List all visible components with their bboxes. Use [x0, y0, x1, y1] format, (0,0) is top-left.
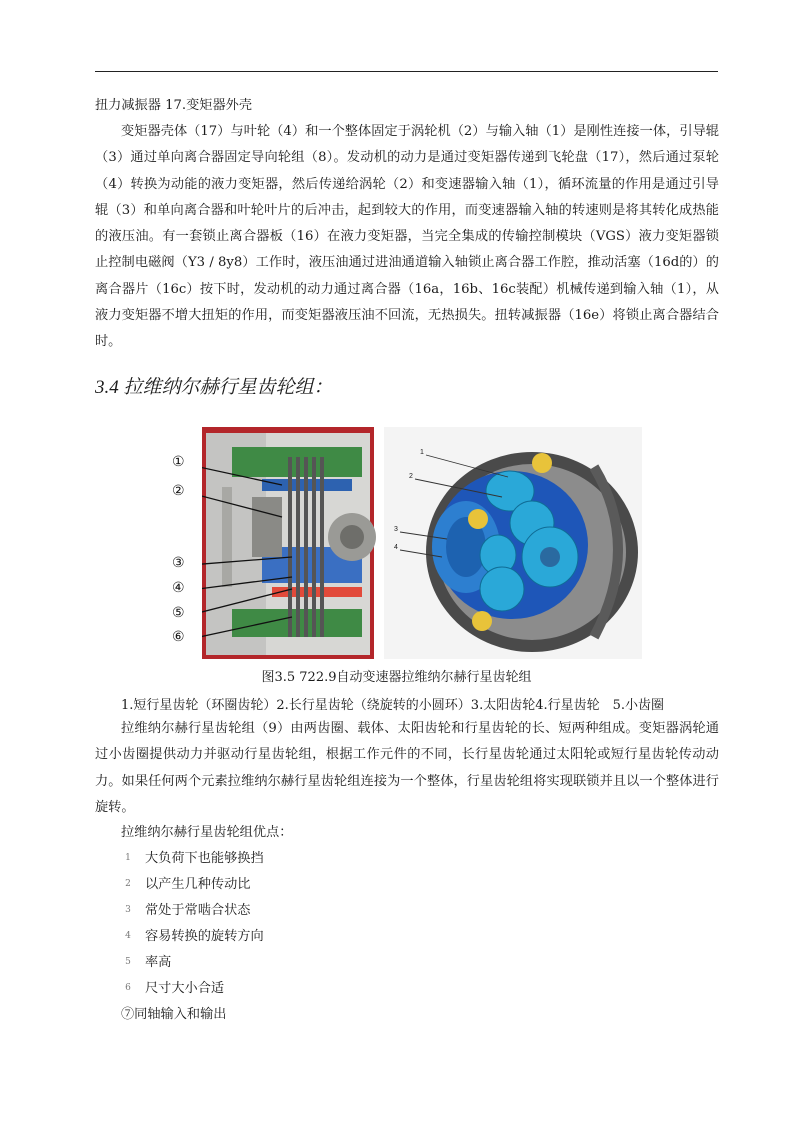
gearset-render — [384, 427, 642, 659]
callout-6: ⑥ — [172, 629, 185, 645]
list-item — [121, 846, 264, 872]
callout-2: ② — [172, 483, 185, 499]
list-item — [121, 976, 224, 1002]
callout-5: ⑤ — [172, 605, 185, 621]
item-number: 3 — [125, 904, 131, 915]
paragraph-ravigneaux: 拉维纳尔赫行星齿轮组（9）由两齿圈、载体、太阳齿轮和行星齿轮的长、短两种组成。变矩器涡轮通过小齿圈提供动力并驱动行星齿轮组，根据工作元件的不同，长行星齿轮通过太阳轮或短行星齿轮传动动力。如果任何两个元素拉维纳尔赫行星齿轮组连接为一个整体，行星齿轮组将实现联锁并且以一个整体进行旋转。 — [95, 721, 719, 815]
callout-1: ① — [172, 454, 185, 470]
figure-ravigneaux-gearset — [172, 427, 642, 659]
list-item — [121, 950, 171, 976]
item-text: 率高 — [145, 955, 172, 970]
list-item — [121, 924, 264, 950]
item-number: 6 — [125, 982, 131, 993]
figure-illustration — [202, 427, 642, 659]
figure-caption: 图3.5 722.9自动变速器拉维纳尔赫行星齿轮组 — [261, 670, 532, 685]
list-item — [121, 898, 251, 924]
last-list-item: ⑦同轴输入和输出 — [121, 1007, 227, 1022]
continued-line: 扭力减振器 17.变矩器外壳 — [95, 98, 253, 113]
header-rule — [95, 71, 718, 72]
advantages-title: 拉维纳尔赫行星齿轮组优点： — [121, 825, 293, 840]
callout-3: ③ — [172, 555, 185, 571]
cutaway-photo — [202, 427, 376, 659]
item-text: 大负荷下也能够换挡 — [145, 851, 264, 866]
item-text: 以产生几种传动比 — [145, 877, 251, 892]
render-callout-1: 1 — [420, 449, 424, 456]
list-item — [121, 872, 251, 898]
figure-legend: 1.短行星齿轮（环圈齿轮）2.长行星齿轮（绕旋转的小圆环）3.太阳齿轮4.行星齿轮 5.小齿圈 — [121, 698, 665, 713]
paragraph-torque-converter: 变矩器壳体（17）与叶轮（4）和一个整体固定于涡轮机（2）与输入轴（1）是刚性连接一体，引导辊（3）通过单向离合器固定导向轮组（8）。发动机的动力是通过变矩器传递到飞轮盘（17），然后通过泵轮（4）转换为动能的液力变矩器，然后传递给涡轮（2）和变速器输入轴（1），循环流量的作用是通过引导辊（3）和单向离合器和叶轮叶片的后冲击，起到较大的作用，而变速器输入轴的转速则是将其转化成热能的液压油。有一套锁止离合器板（16）在液力变矩器，当完全集成的传输控制模块（VGS）液力变矩器锁止控制电磁阀（Y3 / 8y8）工作时，液压油通过进油通道输入轴锁止离合器工作腔，推动活塞（16d的）的离合器片（16c）按下时，发动机的动力通过离合器（16a，16b、16c装配）机械传递到输入轴（1），从液力变矩器不增大扭矩的作用，而变矩器液压油不回流，无热损失。扭转减振器（16e）将锁止离合器结合时。 — [95, 124, 719, 350]
item-text: 常处于常啮合状态 — [145, 903, 251, 918]
render-callout-2: 2 — [409, 473, 413, 480]
item-number: 5 — [125, 956, 131, 967]
callout-4: ④ — [172, 580, 185, 596]
item-number: 4 — [125, 930, 131, 941]
render-callout-3: 3 — [394, 526, 398, 533]
item-text: 容易转换的旋转方向 — [145, 929, 264, 944]
render-callout-4: 4 — [394, 544, 398, 551]
item-text: 尺寸大小合适 — [145, 981, 225, 996]
item-number: 2 — [125, 878, 131, 889]
item-number: 1 — [125, 852, 131, 863]
section-heading: 3.4 拉维纳尔赫行星齿轮组： — [95, 377, 333, 398]
